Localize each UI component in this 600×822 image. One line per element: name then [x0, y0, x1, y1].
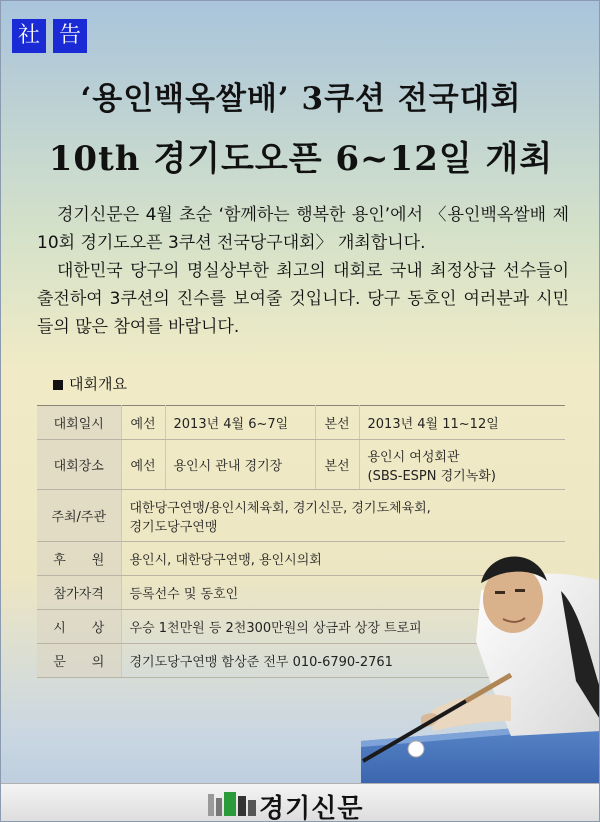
cell-final-date: 2013년 4월 11~12일	[359, 406, 565, 440]
footer-bar	[1, 783, 600, 822]
description-paragraph: 대한민국 당구의 명실상부한 최고의 대회로 국내 최정상급 선수들이 출전하여 3쿠션의 진수를 보여줄 것입니다. 당구 동호인 여러분과 시민들의 많은 참여를 바랍니다.	[37, 261, 569, 337]
headline-line-2: 10th 경기도오픈 6~12일 개최	[48, 139, 554, 179]
notice-badge-1: 社	[12, 19, 46, 53]
host-line-1: 대한당구연맹/용인시체육회, 경기신문, 경기도체육회,	[129, 500, 431, 516]
cell-label-date: 대회일시	[37, 406, 121, 440]
table-row-date	[37, 406, 565, 440]
notice-badge-2: 告	[53, 19, 87, 53]
cell-sponsor-value: 용인시, 대한당구연맹, 용인시의회	[121, 542, 565, 576]
cell-label-eligibility: 참가자격	[37, 576, 121, 610]
cell-contact-value: 경기도당구연맹 함상준 전무 010-6790-2761	[121, 644, 565, 678]
cell-label-contact: 문 의	[37, 644, 121, 678]
billiard-player-photo	[361, 521, 600, 783]
cell-sublabel-prelim: 예선	[121, 406, 165, 440]
final-venue-line-1: 용인시 여성회관	[367, 449, 460, 465]
section-heading-text: 대회개요	[69, 375, 127, 393]
cell-label-venue: 대회장소	[37, 440, 121, 490]
cell-sublabel-prelim: 예선	[121, 440, 165, 490]
cell-sublabel-final: 본선	[315, 440, 359, 490]
cell-sublabel-final: 본선	[315, 406, 359, 440]
cell-final-venue	[359, 440, 565, 490]
section-heading	[53, 373, 127, 394]
cell-prelim-venue: 용인시 관내 경기장	[165, 440, 315, 490]
headline-line-1: ‘용인백옥쌀배’ 3쿠션 전국대회	[80, 81, 522, 117]
table-row-venue	[37, 440, 565, 490]
cell-label-prize: 시 상	[37, 610, 121, 644]
cell-eligibility-value: 등록선수 및 동호인	[121, 576, 565, 610]
cell-prelim-date: 2013년 4월 6~7일	[165, 406, 315, 440]
cell-label-host: 주최/주관	[37, 490, 121, 542]
final-venue-line-2: (SBS-ESPN 경기녹화)	[367, 468, 496, 484]
cell-prize-value: 우승 1천만원 등 2천300만원의 상금과 상장 트로피	[121, 610, 565, 644]
newspaper-logo-icon	[206, 790, 258, 818]
newspaper-logo-text: 경기신문	[259, 794, 364, 822]
cell-label-sponsor: 후 원	[37, 542, 121, 576]
intro-paragraph: 경기신문은 4월 초순 ‘함께하는 행복한 용인’에서 〈용인백옥쌀배 제10회 경기도오픈 3쿠션 전국당구대회〉 개최합니다.	[37, 205, 569, 253]
square-bullet-icon	[53, 380, 63, 390]
host-line-2: 경기도당구연맹	[129, 519, 218, 535]
